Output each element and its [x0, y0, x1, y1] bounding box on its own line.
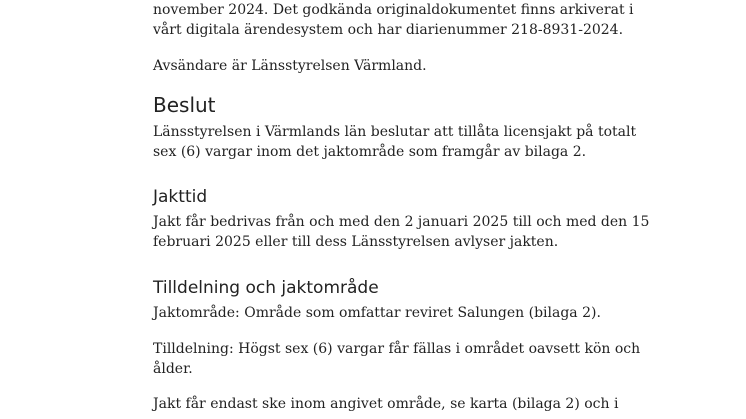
restriction-paragraph: [153, 394, 618, 414]
jakttid-line-2: februari 2025 eller till dess Länsstyrelsen avlyser jakten.: [153, 234, 559, 250]
tilldelning-line-2: ålder.: [153, 361, 193, 377]
heading-beslut: Beslut: [153, 93, 216, 117]
jakttid-line-1: Jakt får bedrivas från och med den 2 januari 2025 till och med den 15: [153, 214, 650, 230]
jaktomrade-paragraph: Jaktområde: Område som omfattar reviret Salungen (bilaga 2).: [153, 305, 601, 321]
restriction-line-1: Jakt får endast ske inom angivet område, se karta (bilaga 2) och i: [153, 396, 619, 412]
tilldelning-line-1: Tilldelning: Högst sex (6) vargar får fällas i området oavsett kön och: [153, 341, 641, 357]
beslut-line-2: sex (6) vargar inom det jaktområde som framgår av bilaga 2.: [153, 144, 587, 160]
intro-paragraph: [153, 0, 634, 40]
beslut-line-1: Länsstyrelsen i Värmlands län beslutar att tillåta licensjakt på totalt: [153, 124, 637, 140]
sender-paragraph: Avsändare är Länsstyrelsen Värmland.: [153, 58, 427, 74]
beslut-paragraph: [153, 122, 636, 162]
tilldelning-paragraph: [153, 339, 640, 379]
heading-tilldelning: Tilldelning och jaktområde: [153, 278, 379, 298]
intro-line-2: vårt digitala ärendesystem och har diarienummer 218-8931-2024.: [153, 22, 624, 38]
jakttid-paragraph: [153, 212, 649, 252]
heading-jakttid: Jakttid: [153, 187, 208, 207]
intro-line-1: november 2024. Det godkända originaldokumentet finns arkiverat i: [153, 2, 634, 18]
